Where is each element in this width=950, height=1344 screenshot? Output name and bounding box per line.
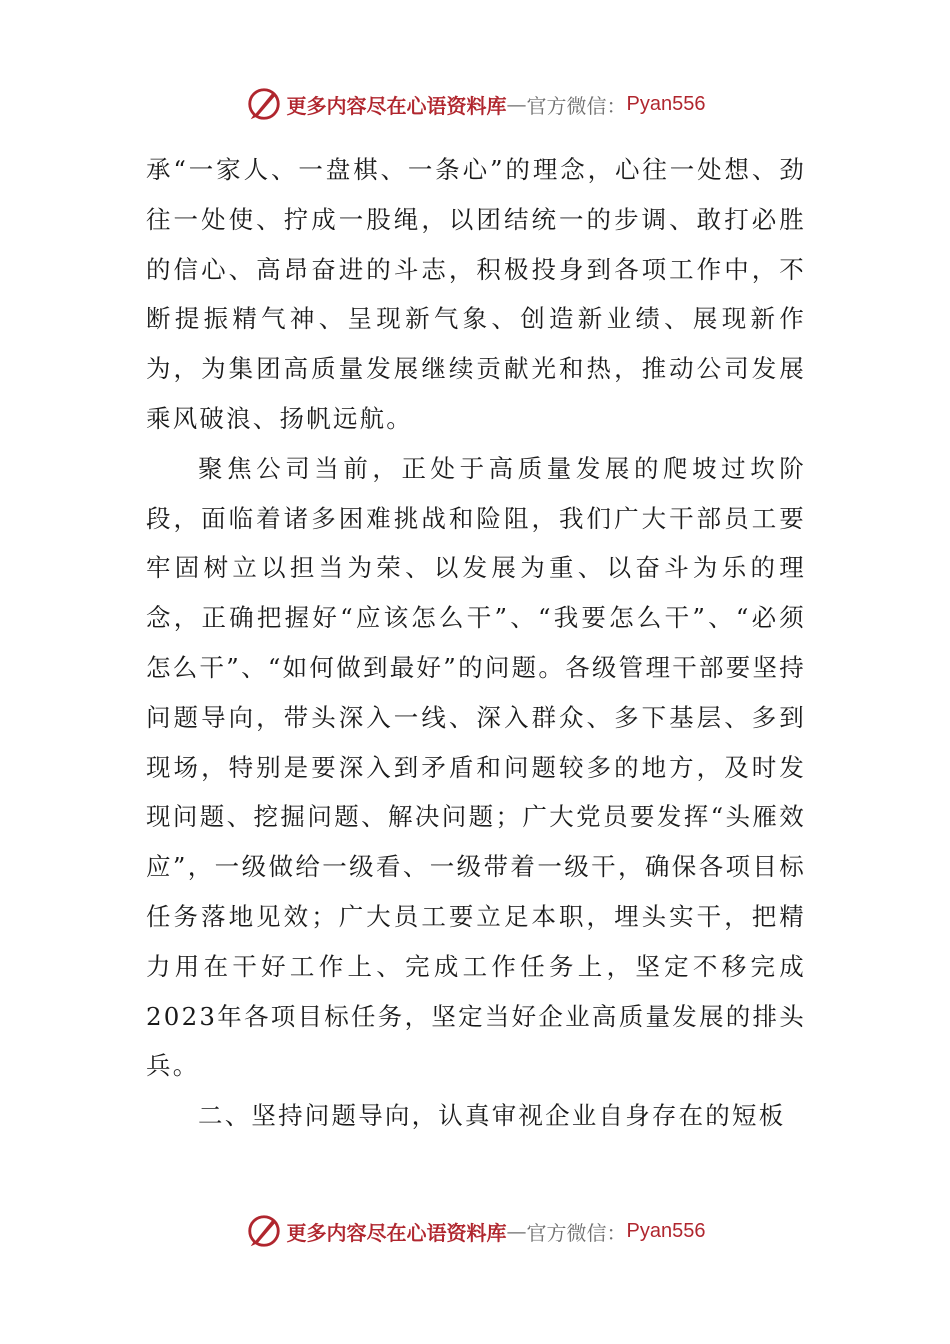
wechat-id: Pyan556	[626, 92, 706, 115]
quill-pen-icon	[245, 85, 283, 123]
site-slogan: 更多内容尽在心语资料库	[286, 1220, 507, 1245]
footer-banner	[0, 1209, 950, 1253]
quill-pen-icon	[245, 1212, 283, 1250]
banner-dash: —	[506, 1219, 527, 1243]
wechat-id: Pyan556	[626, 1219, 706, 1242]
paragraph: 聚焦公司当前，正处于高质量发展的爬坡过坎阶段，面临着诸多困难挑战和险阻，我们广大干部员工要牢固树立以担当为荣、以发展为重、以奋斗为乐的理念，正确把握好“应该怎么干”、“我要怎么干”、“必须怎么干”、“如何做到最好”的问题。各级管理干部要坚持问题导向，带头深入一线、深入群众、多下基层、多到现场，特别是要深入到矛盾和问题较多的地方，及时发现问题、挖掘问题、解决问题；广大党员要发挥“头雁效应”，一级做给一级看、一级带着一级干，确保各项目标任务落地见效；广大员工要立足本职，埋头实干，把精力用在干好工作上、完成工作任务上，坚定不移完成2023年各项目标任务，坚定当好企业高质量发展的排头兵。	[146, 453, 806, 1081]
paragraph-continued: 承“一家人、一盘棋、一条心”的理念，心往一处想、劲往一处使、拧成一股绳，以团结统一的步调、敢打必胜的信心、高昂奋进的斗志，积极投身到各项工作中，不断提振精气神、呈现新气象、创造新业绩、展现新作为，为集团高质量发展继续贡献光和热，推动公司发展乘风破浪、扬帆远航。	[146, 155, 806, 433]
wechat-label: 官方微信：	[526, 93, 627, 118]
banner-dash: —	[506, 92, 527, 116]
header-banner	[0, 82, 950, 126]
wechat-label: 官方微信：	[526, 1220, 627, 1245]
section-heading: 二、坚持问题导向，认真审视企业自身存在的短板	[198, 1101, 786, 1131]
site-slogan: 更多内容尽在心语资料库	[286, 93, 507, 118]
document-body	[146, 145, 806, 1141]
